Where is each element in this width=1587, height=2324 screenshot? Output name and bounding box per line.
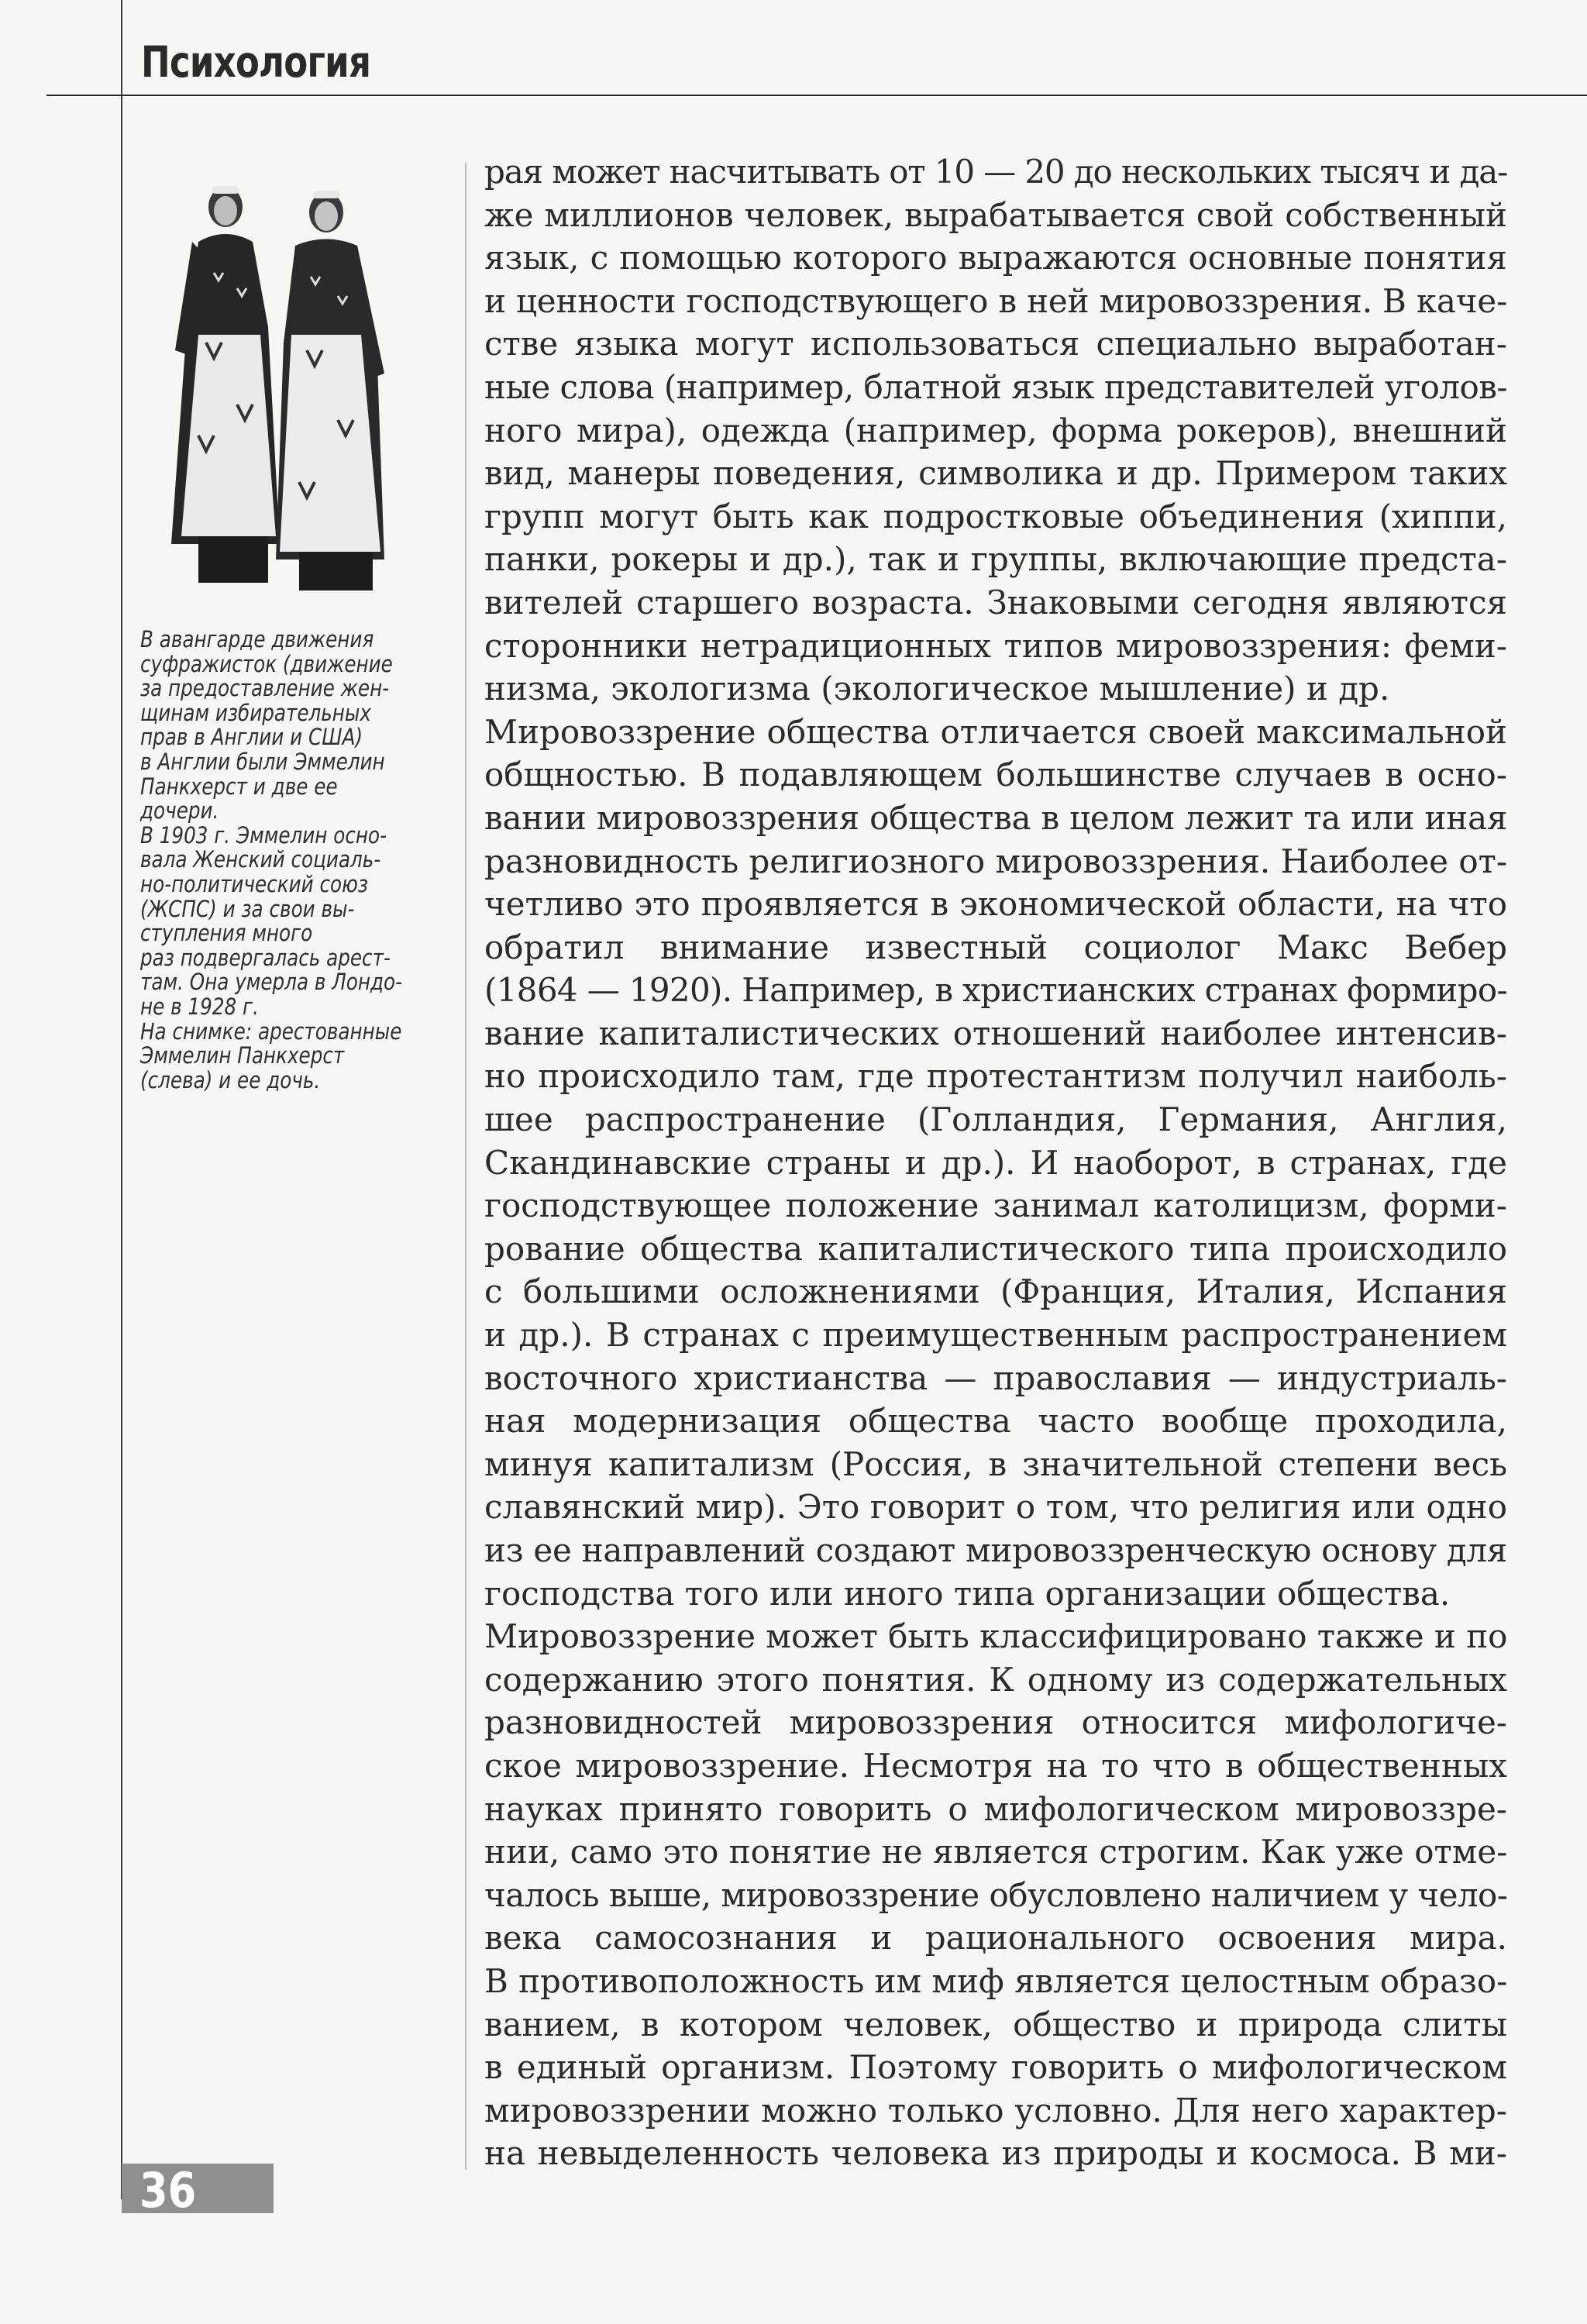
body-line: ванием, в котором человек, общество и природа слиты: [484, 2005, 1507, 2043]
body-line: но происходило там, где протестантизм получил наиболь-: [484, 1057, 1507, 1096]
body-line: из ее направлений создают мировоззренческую основу для: [484, 1531, 1507, 1569]
body-line: четливо это проявляется в экономической области, на что: [484, 885, 1507, 924]
body-line: науках принято говорить о мифологическом мировоззре-: [484, 1789, 1507, 1828]
caption-line: (ЖСПС) и за свои вы-: [140, 895, 355, 922]
body-line: и др.). В странах с преимущественным распространением: [484, 1316, 1507, 1355]
body-line: групп могут быть как подростковые объединения (хиппи,: [484, 497, 1507, 535]
body-line: рая может насчитывать от 10 — 20 до нескольких тысяч и да-: [484, 153, 1508, 191]
caption-line: раз подвергалась арест-: [140, 944, 391, 971]
body-line: на невыделенность человека из природы и космоса. В ми-: [484, 2134, 1507, 2173]
caption-line: В авангарде движения: [140, 626, 374, 652]
caption-line: прав в Англии и США): [140, 724, 363, 751]
caption-line: в Англии были Эммелин: [140, 748, 385, 775]
body-line: содержанию этого понятия. К одному из содержательных: [484, 1660, 1507, 1699]
body-line: Мировоззрение может быть классифицировано также и по: [484, 1617, 1508, 1656]
caption-line: за предоставление жен-: [140, 675, 390, 702]
body-line: вание капиталистических отношений наиболее интенсив-: [484, 1014, 1507, 1052]
caption-line: не в 1928 г.: [140, 993, 259, 1020]
caption-line: щинам избирательных: [140, 699, 371, 726]
caption-line: Панкхерст и две ее: [140, 773, 338, 800]
caption-line: ступления много: [140, 920, 313, 947]
body-line: вителей старшего возраста. Знаковыми сегодня являются: [484, 583, 1507, 621]
body-line: мировоззрении можно только условно. Для него характер-: [484, 2091, 1507, 2129]
header-rule: [46, 95, 1587, 96]
body-line: минуя капитализм (Россия, в значительной степени весь: [484, 1444, 1507, 1483]
body-line: сторонники нетрадиционных типов мировоззрения: феми-: [484, 626, 1507, 665]
body-line: ная модернизация общества часто вообще проходила,: [484, 1402, 1507, 1441]
body-line: господствующее положение занимал католицизм, форми-: [484, 1186, 1507, 1225]
body-line: же миллионов человек, вырабатывается свой собственный: [484, 195, 1507, 234]
body-line: обратил внимание известный социолог Макс Вебер: [484, 928, 1507, 966]
caption-line: дочери.: [140, 797, 219, 825]
body-line: язык, с помощью которого выражаются основные понятия: [484, 239, 1507, 277]
body-line: ское мировоззрение. Несмотря на то что в общественных: [484, 1746, 1507, 1785]
body-line: с большими осложнениями (Франция, Италия, Испания: [484, 1272, 1507, 1311]
body-line: в единый организм. Поэтому говорить о мифологическом: [484, 2048, 1507, 2087]
photo-caption: [140, 628, 404, 1093]
body-line: чалось выше, мировоззрение обусловлено наличием у чело-: [484, 1875, 1508, 1914]
body-line: низма, экологизма (экологическое мышление) и др.: [484, 670, 1390, 708]
body-line: нии, само это понятие не является строгим. Как уже отме-: [484, 1833, 1508, 1871]
caption-line: (слева) и ее дочь.: [140, 1066, 321, 1093]
body-line: рование общества капиталистического типа происходило: [484, 1229, 1507, 1268]
body-line: вид, манеры поведения, символика и др. Примером таких: [484, 454, 1507, 493]
caption-line: Эммелин Панкхерст: [140, 1042, 345, 1069]
caption-line: В 1903 г. Эммелин осно-: [140, 821, 387, 849]
body-line: Мировоззрение общества отличается своей максимальной: [484, 712, 1507, 751]
body-line: восточного христианства — православия — индустриаль-: [484, 1358, 1507, 1397]
body-line: панки, рокеры и др.), так и группы, включающие предста-: [484, 540, 1507, 579]
page-number: 36: [139, 2162, 197, 2219]
body-line: стве языка могут использоваться специально выработан-: [484, 325, 1507, 363]
body-line: ные слова (например, блатной язык представителей уголов-: [484, 367, 1507, 406]
body-line: века самосознания и рационального освоения мира.: [484, 1919, 1507, 1957]
body-line: господства того или иного типа организации общества.: [484, 1574, 1451, 1613]
column-divider: [465, 163, 466, 2170]
caption-line: вала Женский социаль-: [140, 846, 381, 873]
body-line: В противоположность им миф является целостным образо-: [484, 1961, 1508, 2000]
body-line: ного мира), одежда (например, форма рокеров), внешний: [484, 411, 1507, 449]
body-line: и ценности господствующего в ней мировоззрения. В каче-: [484, 281, 1507, 320]
caption-line: суфражисток (движение: [140, 650, 393, 677]
body-line: разновидностей мировоззрения относится мифологиче-: [484, 1703, 1507, 1742]
body-line: шее распространение (Голландия, Германия, Англия,: [484, 1100, 1507, 1139]
body-line: общностью. В подавляющем большинстве случаев в осно-: [484, 756, 1507, 794]
caption-line: На снимке: арестованные: [140, 1017, 402, 1045]
body-line: славянский мир). Это говорит о том, что религия или одно: [484, 1488, 1507, 1527]
body-line: (1864 — 1920). Например, в христианских странах формиро-: [484, 971, 1507, 1010]
body-line: Скандинавские страны и др.). И наоборот, в странах, где: [484, 1143, 1507, 1182]
caption-line: там. Она умерла в Лондо-: [140, 969, 403, 996]
main-body-text: [484, 150, 1507, 2175]
body-line: разновидность религиозного мировоззрения. Наиболее от-: [484, 842, 1507, 880]
left-margin-rule: [121, 0, 122, 2199]
caption-line: но-политический союз: [140, 870, 368, 897]
page-section-title: Психология: [141, 37, 371, 87]
body-line: вании мировоззрения общества в целом лежит та или иная: [484, 798, 1508, 837]
suffragette-photo: [152, 172, 412, 606]
